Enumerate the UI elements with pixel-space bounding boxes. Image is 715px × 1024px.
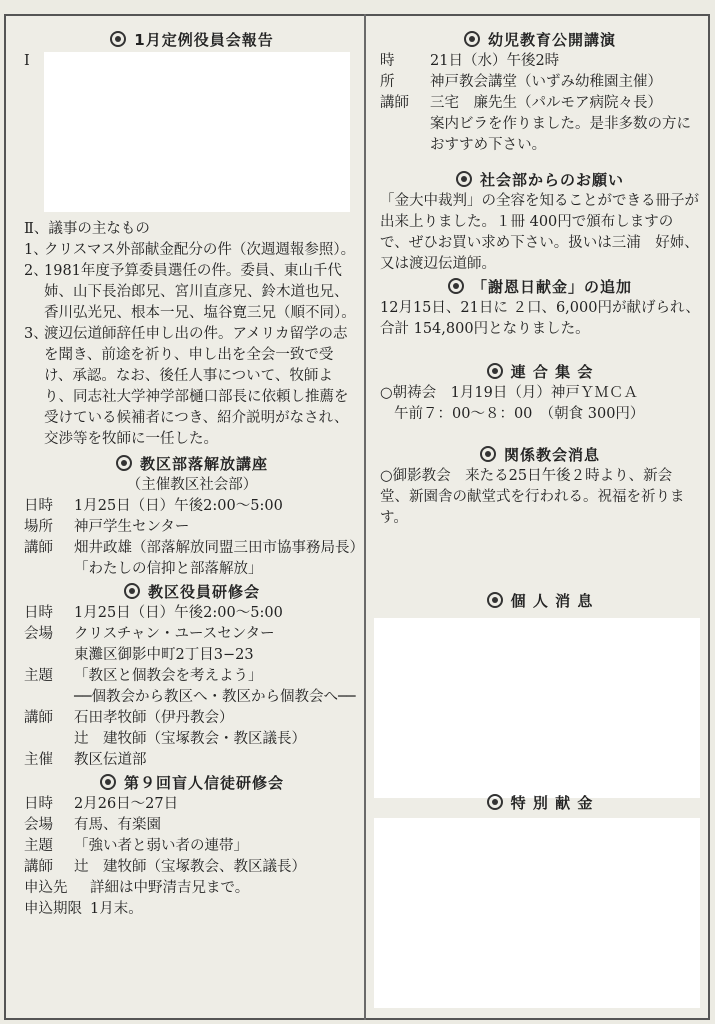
info-row: 申込期限 1月末。 <box>24 901 143 917</box>
column-divider <box>364 14 366 1020</box>
redacted-block-special <box>374 818 700 1008</box>
info-row: 東灘区御影中町2丁目3−23 <box>74 647 254 663</box>
info-row: 申込先 詳細は中野清吉兄まで。 <box>24 880 250 896</box>
info-row: 日時 2月26日〜27日 <box>24 796 179 812</box>
info-row: ──個教会から教区へ・教区から個教会へ── <box>74 689 356 705</box>
info-row: 場所 神戸学生センター <box>24 519 190 535</box>
union-heading: 連 合 集 会 <box>380 362 700 383</box>
double-circle-icon <box>487 592 503 608</box>
double-circle-icon <box>487 363 503 379</box>
training-heading: 教区役員研修会 <box>24 582 360 603</box>
thanks-heading: 「謝恩日献金」の追加 <box>380 277 700 298</box>
info-row: 日時 1月25日（日）午後2:00〜5:00 <box>24 605 283 621</box>
double-circle-icon <box>487 794 503 810</box>
special-heading: 特 別 献 金 <box>380 792 700 813</box>
info-row: 講師 畑井政雄（部落解放同盟三田市協事務局長）「わたしの信抑と部落解放」 <box>24 540 357 577</box>
thanks-text: 12月15日、21日に ２口、6,000円が献げられ、合計 154,800円となりました。 <box>380 300 700 337</box>
report-heading: 1月定例役員会報告 <box>24 30 360 51</box>
info-row: 講師 三宅 廉先生（パルモア病院々長） <box>380 95 662 111</box>
info-row: 会場 クリスチャン・ユースセンター <box>24 626 275 642</box>
info-row: 主催 教区伝道部 <box>24 752 147 768</box>
social-text: 「金大中裁判」の全容を知ることができる冊子が出来上りました。１冊 400円で頒布しますので、ぜひお買い求め下さい。扱いは三浦 好姉、又は渡辺伝道師。 <box>380 193 699 272</box>
section2-title: Ⅱ、議事の主なもの <box>24 221 150 237</box>
info-row: 時 21日（水）午後2時 <box>380 53 560 69</box>
union-line-1: ○朝祷会 1月19日（月）神戸ＹＭＣＡ <box>380 385 638 401</box>
double-circle-icon <box>100 774 116 790</box>
section1-marker: Ⅰ <box>24 53 30 69</box>
info-row: 日時 1月25日（日）午後2:00〜5:00 <box>24 498 283 514</box>
info-row: 講師 石田孝牧師（伊丹教会） <box>24 710 234 726</box>
info-row: 所 神戸教会講堂（いずみ幼稚園主催） <box>380 74 662 90</box>
right-column <box>380 30 700 529</box>
buraku-subheading: （主催教区社会部） <box>126 477 258 493</box>
double-circle-icon <box>110 31 126 47</box>
info-row: 主題 「教区と個教会を考えよう」 <box>24 668 263 684</box>
info-row: 案内ビラを作りました。是非多数の方におすすめ下さい。 <box>430 116 691 153</box>
double-circle-icon <box>456 171 472 187</box>
agenda-item: 2、 1981年度予算委員選任の件。委員、東山千代姉、山下長治郎兄、宮川直彦兄、鈴木道也兄、香川弘光兄、根本一兄、塩谷寛三兄（順不同）。 <box>24 263 356 321</box>
blind-heading: 第９回盲人信徒研修会 <box>24 773 360 794</box>
personal-heading: 個 人 消 息 <box>380 590 700 611</box>
info-row: 主題 「強い者と弱い者の連帯」 <box>24 838 248 854</box>
buraku-heading: 教区部落解放講座 <box>24 454 360 475</box>
double-circle-icon <box>464 31 480 47</box>
info-row: 辻 建牧師（宝塚教会・教区議長） <box>74 731 306 747</box>
double-circle-icon <box>448 278 464 294</box>
double-circle-icon <box>480 446 496 462</box>
redacted-block-personal <box>374 618 700 798</box>
double-circle-icon <box>116 455 132 471</box>
info-row: 会場 有馬、有楽園 <box>24 817 161 833</box>
kindergarten-heading: 幼児教育公開講演 <box>380 30 700 51</box>
agenda-item: 1、 クリスマス外部献金配分の件（次週週報参照）。 <box>24 242 356 258</box>
double-circle-icon <box>124 583 140 599</box>
related-text: ○御影教会 来たる25日午後２時より、新会堂、新園舎の献堂式を行われる。祝福を祈ります。 <box>380 468 685 526</box>
union-line-2: 午前７：00〜８：00 （朝食 300円） <box>394 406 645 422</box>
agenda-item: 3、 渡辺伝道師辞任申し出の件。アメリカ留学の志を聞き、前途を祈り、申し出を全会一致で受け、承認。なお、後任人事について、牧師より、同志社大学神学部樋口部長に依頼し推薦を受けている候補者につき、紹介説明がなされ、交渉等を牧師に一任した。 <box>24 326 349 447</box>
left-column <box>24 30 360 920</box>
social-heading: 社会部からのお願い <box>380 170 700 191</box>
info-row: 講師 辻 建牧師（宝塚教会、教区議長） <box>24 859 306 875</box>
related-heading: 関係教会消息 <box>380 445 700 466</box>
